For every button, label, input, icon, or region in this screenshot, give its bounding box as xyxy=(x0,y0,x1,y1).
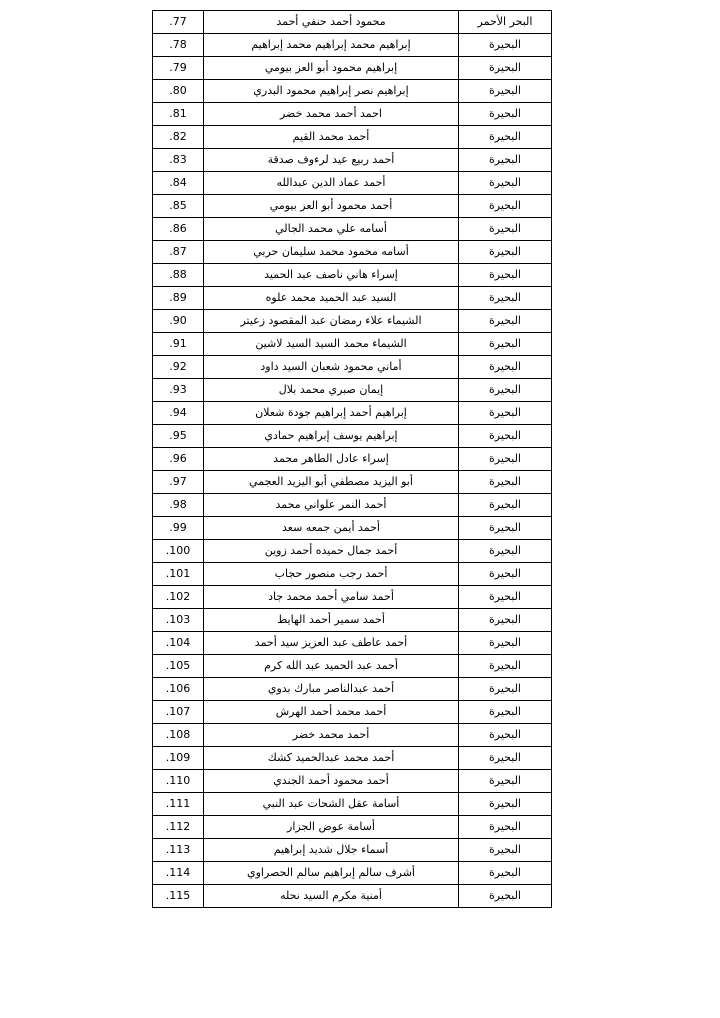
cell-governorate: البحيرة xyxy=(459,34,552,57)
cell-governorate: البحيرة xyxy=(459,310,552,333)
table-row xyxy=(153,494,552,517)
table-row xyxy=(153,402,552,425)
table-row xyxy=(153,448,552,471)
cell-number: .99 xyxy=(153,517,204,540)
cell-number: .92 xyxy=(153,356,204,379)
roster-table-body xyxy=(153,11,552,908)
cell-governorate: البحيرة xyxy=(459,724,552,747)
cell-number: .83 xyxy=(153,149,204,172)
cell-name: إسراء عادل الطاهر محمد xyxy=(204,448,459,471)
cell-number: .115 xyxy=(153,885,204,908)
cell-governorate: البحيرة xyxy=(459,770,552,793)
table-row xyxy=(153,57,552,80)
cell-name: إبراهيم يوسف إبراهيم حمادي xyxy=(204,425,459,448)
table-row xyxy=(153,11,552,34)
cell-name: أحمد سمير أحمد الهايط xyxy=(204,609,459,632)
cell-number: .101 xyxy=(153,563,204,586)
cell-name: أمنية مكرم السيد نحله xyxy=(204,885,459,908)
cell-governorate: البحيرة xyxy=(459,816,552,839)
cell-name: أحمد عبدالناصر مبارك بدوي xyxy=(204,678,459,701)
cell-governorate: البحيرة xyxy=(459,747,552,770)
cell-name: أحمد النمر علواني محمد xyxy=(204,494,459,517)
cell-governorate: البحيرة xyxy=(459,287,552,310)
cell-name: أحمد أيمن جمعه سعد xyxy=(204,517,459,540)
cell-number: .79 xyxy=(153,57,204,80)
cell-name: أحمد محمود أحمد الجندي xyxy=(204,770,459,793)
cell-governorate: البحيرة xyxy=(459,425,552,448)
table-row xyxy=(153,655,552,678)
cell-name: أحمد سامي أحمد محمد جاد xyxy=(204,586,459,609)
table-row xyxy=(153,632,552,655)
cell-name: أشرف سالم إبراهيم سالم الحصراوي xyxy=(204,862,459,885)
cell-governorate: البحيرة xyxy=(459,586,552,609)
cell-governorate: البحيرة xyxy=(459,839,552,862)
cell-number: .98 xyxy=(153,494,204,517)
cell-governorate: البحيرة xyxy=(459,241,552,264)
cell-name: أسامة عوض الجزار xyxy=(204,816,459,839)
cell-governorate: البحيرة xyxy=(459,563,552,586)
cell-number: .100 xyxy=(153,540,204,563)
cell-name: الشيماء محمد السيد السيد لاشين xyxy=(204,333,459,356)
table-row xyxy=(153,241,552,264)
cell-name: محمود أحمد حنفي أحمد xyxy=(204,11,459,34)
cell-governorate: البحيرة xyxy=(459,126,552,149)
cell-governorate: البحيرة xyxy=(459,402,552,425)
cell-governorate: البحيرة xyxy=(459,609,552,632)
cell-governorate: البحيرة xyxy=(459,793,552,816)
table-row xyxy=(153,333,552,356)
table-row xyxy=(153,563,552,586)
cell-number: .93 xyxy=(153,379,204,402)
cell-name: أحمد رجب منصور حجاب xyxy=(204,563,459,586)
cell-number: .113 xyxy=(153,839,204,862)
table-row xyxy=(153,310,552,333)
table-row xyxy=(153,80,552,103)
cell-name: أحمد محمد عبدالحميد كشك xyxy=(204,747,459,770)
cell-governorate: البحيرة xyxy=(459,264,552,287)
cell-governorate: البحيرة xyxy=(459,540,552,563)
cell-name: أحمد محمود أبو العز بيومي xyxy=(204,195,459,218)
cell-governorate: البحيرة xyxy=(459,494,552,517)
cell-name: إسراء هاني ناصف عبد الحميد xyxy=(204,264,459,287)
cell-governorate: البحر الأحمر xyxy=(459,11,552,34)
cell-name: أسامة عقل الشحات عبد النبي xyxy=(204,793,459,816)
cell-number: .97 xyxy=(153,471,204,494)
cell-governorate: البحيرة xyxy=(459,356,552,379)
table-row xyxy=(153,770,552,793)
roster-table xyxy=(152,10,552,908)
table-row xyxy=(153,218,552,241)
cell-governorate: البحيرة xyxy=(459,333,552,356)
cell-number: .90 xyxy=(153,310,204,333)
cell-number: .85 xyxy=(153,195,204,218)
cell-number: .80 xyxy=(153,80,204,103)
cell-name: أحمد عاطف عبد العزيز سيد أحمد xyxy=(204,632,459,655)
cell-name: الشيماء علاء رمضان عبد المقصود زعيتر xyxy=(204,310,459,333)
cell-name: أماني محمود شعبان السيد داود xyxy=(204,356,459,379)
cell-governorate: البحيرة xyxy=(459,862,552,885)
cell-number: .108 xyxy=(153,724,204,747)
cell-governorate: البحيرة xyxy=(459,195,552,218)
cell-number: .89 xyxy=(153,287,204,310)
cell-governorate: البحيرة xyxy=(459,678,552,701)
cell-number: .95 xyxy=(153,425,204,448)
cell-governorate: البحيرة xyxy=(459,517,552,540)
table-row xyxy=(153,103,552,126)
cell-number: .107 xyxy=(153,701,204,724)
cell-number: .114 xyxy=(153,862,204,885)
table-row xyxy=(153,747,552,770)
cell-name: أحمد عماد الدين عبدالله xyxy=(204,172,459,195)
cell-name: أحمد ربيع عيد لرءوف صدقة xyxy=(204,149,459,172)
table-row xyxy=(153,724,552,747)
cell-number: .86 xyxy=(153,218,204,241)
table-row xyxy=(153,287,552,310)
cell-number: .87 xyxy=(153,241,204,264)
table-row xyxy=(153,885,552,908)
table-row xyxy=(153,540,552,563)
cell-number: .104 xyxy=(153,632,204,655)
cell-name: إبراهيم محمود أبو العز بيومي xyxy=(204,57,459,80)
cell-number: .109 xyxy=(153,747,204,770)
cell-number: .88 xyxy=(153,264,204,287)
cell-governorate: البحيرة xyxy=(459,80,552,103)
cell-name: إيمان صبري محمد بلال xyxy=(204,379,459,402)
cell-governorate: البحيرة xyxy=(459,655,552,678)
cell-number: .105 xyxy=(153,655,204,678)
cell-name: أحمد محمد القيم xyxy=(204,126,459,149)
table-row xyxy=(153,609,552,632)
table-row xyxy=(153,264,552,287)
cell-number: .111 xyxy=(153,793,204,816)
table-row xyxy=(153,862,552,885)
cell-name: احمد أحمد محمد خضر xyxy=(204,103,459,126)
cell-number: .103 xyxy=(153,609,204,632)
table-row xyxy=(153,172,552,195)
cell-name: إبراهيم محمد إبراهيم محمد إبراهيم xyxy=(204,34,459,57)
cell-name: السيد عبد الحميد محمد علوه xyxy=(204,287,459,310)
cell-number: .96 xyxy=(153,448,204,471)
cell-number: .94 xyxy=(153,402,204,425)
table-row xyxy=(153,793,552,816)
cell-number: .106 xyxy=(153,678,204,701)
cell-number: .77 xyxy=(153,11,204,34)
cell-governorate: البحيرة xyxy=(459,632,552,655)
cell-governorate: البحيرة xyxy=(459,149,552,172)
cell-number: .78 xyxy=(153,34,204,57)
cell-governorate: البحيرة xyxy=(459,218,552,241)
table-row xyxy=(153,816,552,839)
cell-governorate: البحيرة xyxy=(459,471,552,494)
cell-number: .84 xyxy=(153,172,204,195)
cell-governorate: البحيرة xyxy=(459,379,552,402)
table-row xyxy=(153,471,552,494)
table-row xyxy=(153,195,552,218)
table-row xyxy=(153,517,552,540)
cell-name: أسماء جلال شديد إبراهيم xyxy=(204,839,459,862)
cell-name: أحمد محمد خضر xyxy=(204,724,459,747)
cell-number: .82 xyxy=(153,126,204,149)
cell-name: أبو اليزيد مصطفي أبو اليزيد العجمي xyxy=(204,471,459,494)
cell-name: أحمد محمد أحمد الهرش xyxy=(204,701,459,724)
cell-number: .110 xyxy=(153,770,204,793)
table-row xyxy=(153,701,552,724)
table-row xyxy=(153,379,552,402)
cell-name: أحمد جمال حميده أحمد زوين xyxy=(204,540,459,563)
table-row xyxy=(153,126,552,149)
cell-governorate: البحيرة xyxy=(459,885,552,908)
cell-name: إبراهيم أحمد إبراهيم جودة شعلان xyxy=(204,402,459,425)
table-row xyxy=(153,356,552,379)
table-row xyxy=(153,149,552,172)
cell-number: .91 xyxy=(153,333,204,356)
cell-name: أحمد عبد الحميد عبد الله كرم xyxy=(204,655,459,678)
cell-name: أسامه محمود محمد سليمان حربي xyxy=(204,241,459,264)
cell-number: .102 xyxy=(153,586,204,609)
cell-governorate: البحيرة xyxy=(459,448,552,471)
table-row xyxy=(153,839,552,862)
table-row xyxy=(153,678,552,701)
cell-governorate: البحيرة xyxy=(459,57,552,80)
cell-name: أسامه علي محمد الجالي xyxy=(204,218,459,241)
table-row xyxy=(153,586,552,609)
cell-name: إبراهيم نصر إبراهيم محمود البدري xyxy=(204,80,459,103)
cell-number: .112 xyxy=(153,816,204,839)
cell-number: .81 xyxy=(153,103,204,126)
cell-governorate: البحيرة xyxy=(459,172,552,195)
cell-governorate: البحيرة xyxy=(459,103,552,126)
table-row xyxy=(153,34,552,57)
cell-governorate: البحيرة xyxy=(459,701,552,724)
table-row xyxy=(153,425,552,448)
